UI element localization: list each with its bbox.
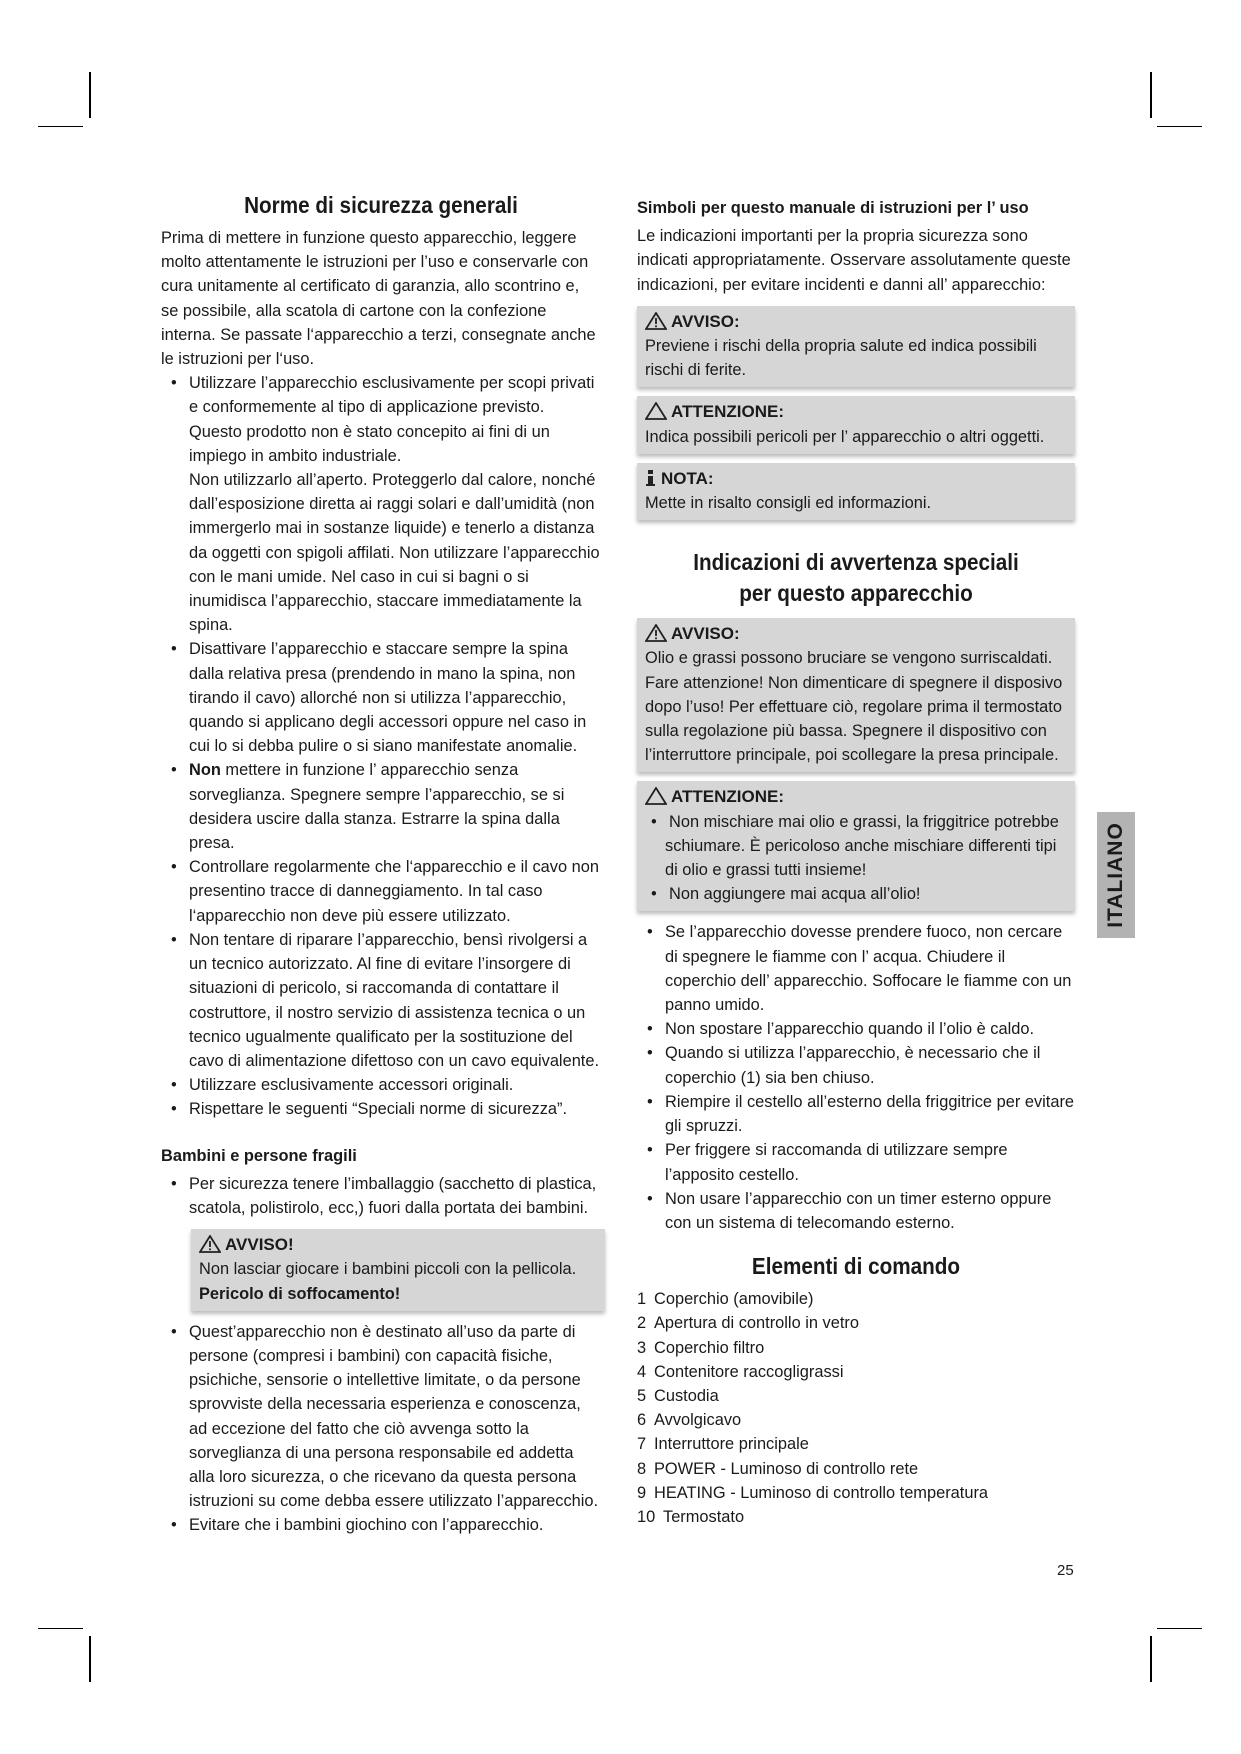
bullet-no-water: • Non aggiungere mai acqua all’olio! — [645, 882, 1068, 906]
list-item — [637, 1457, 1075, 1481]
item-label: POWER - Luminoso di controllo rete — [654, 1459, 919, 1478]
avviso-oil-box — [637, 618, 1075, 772]
attenzione-head-text: ATTENZIONE: — [671, 402, 785, 422]
crop-mark — [1157, 126, 1202, 127]
item-number: 6 — [637, 1411, 647, 1430]
item-number: 2 — [637, 1314, 647, 1333]
crop-mark — [1150, 72, 1152, 118]
bullet-supervision — [161, 758, 601, 855]
bullet-limited-persons: • Quest’apparecchio non è destinato all’uso da parte di persone (compresi i bambini) con capacità fisiche, psichiche, sensorie o intellettive limitate, o da persone sprovviste della necessaria esperienza e conoscenza, ad eccezione del fatto che ciò avvenga sotto la sorveglianza di una persona responsabile ed addetta alla loro sicurezza, o che ricevano da questa persona istruzioni su come debba essere utilizzato l’apparecchio. — [161, 1320, 601, 1514]
section-title-safety: Norme di sicurezza generali — [244, 192, 518, 218]
crop-mark — [38, 126, 83, 127]
item-number: 5 — [637, 1386, 647, 1405]
list-item — [637, 1360, 1075, 1384]
list-item — [637, 1408, 1075, 1432]
warning-triangle-icon — [199, 1235, 221, 1253]
bullet-fill-basket: • Riempire il cestello all’esterno della friggitrice per evitare gli spruzzi. — [637, 1090, 1075, 1138]
warning-head-text: AVVISO! — [225, 1235, 294, 1255]
attenzione-box — [637, 396, 1075, 453]
avviso-oil-head — [645, 622, 1068, 646]
list-item — [637, 1384, 1075, 1408]
bullet-private-use: • Utilizzare l’apparecchio esclusivamente per scopi privati e conformemente al tipo di applicazione previsto. Questo prodotto non è stato concepito ai fini di un impiego in ambito industriale. — [161, 371, 601, 468]
nota-head-text: NOTA: — [661, 468, 714, 488]
info-icon — [645, 469, 657, 487]
bold-non: Non — [189, 761, 221, 780]
language-tab — [1097, 812, 1135, 938]
attenzione-oil-head — [645, 785, 1068, 809]
list-item — [637, 1432, 1075, 1456]
avviso-box — [637, 306, 1075, 388]
bullet-hot-oil: • Non spostare l’apparecchio quando il l’olio è caldo. — [637, 1017, 1075, 1041]
crop-mark — [89, 72, 91, 118]
special-title-line-2: per questo apparecchio — [739, 580, 973, 607]
elements-list — [637, 1287, 1075, 1529]
bullet-lid-closed: • Quando si utilizza l’apparecchio, è necessario che il coperchio (1) sia ben chiuso. — [637, 1041, 1075, 1089]
language-tab-label: ITALIANO — [1104, 822, 1127, 928]
nota-box — [637, 463, 1075, 520]
item-label: Coperchio filtro — [654, 1338, 765, 1357]
right-column — [637, 196, 1075, 1529]
list-item — [637, 1505, 1075, 1529]
avviso-oil-text: Olio e grassi possono bruciare se vengono surriscaldati. Fare attenzione! Non dimenticare di spegnere il disposivo dopo l’uso! Per effettuare ciò, regolare prima il termostato sulla regolazione più bassa. Spegnere il dispositivo con l’interruttore principale, poi scollegare la presa principale. — [645, 649, 1063, 765]
caution-triangle-icon — [645, 402, 667, 420]
avviso-head — [645, 310, 1068, 334]
warning-text: Non lasciar giocare i bambini piccoli con la pellicola. — [199, 1260, 577, 1279]
supervision-text: mettere in funzione l’ apparecchio senza sorveglianza. Spegnere sempre l’apparecchio, se si desidera uscire dalla stanza. Estrarre la spina dalla presa. — [189, 761, 565, 853]
bullet-special-rules: • Rispettare le seguenti “Speciali norme di sicurezza”. — [161, 1097, 601, 1121]
attenzione-oil-box — [637, 781, 1075, 911]
kids-heading: Bambini e persone fragili — [161, 1146, 357, 1165]
item-number: 8 — [637, 1459, 647, 1478]
item-number: 1 — [637, 1290, 647, 1309]
caution-triangle-icon — [645, 787, 667, 805]
bullet-repair: • Non tentare di riparare l’apparecchio, bensì rivolgersi a un tecnico autorizzato. Al fine di evitare l’insorgere di situazioni di pericolo, si raccomanda di contattare il costruttore, il nostro servizio di assistenza tecnica o un tecnico ugualmente qualificato per la sostituzione del cavo di alimentazione difettoso con un cavo equivalente. — [161, 928, 601, 1073]
left-column — [161, 190, 601, 1538]
crop-mark — [89, 1636, 91, 1682]
item-label: Coperchio (amovibile) — [654, 1290, 814, 1309]
symbols-intro: Le indicazioni importanti per la propria sicurezza sono indicati appropriatamente. Osservare assolutamente queste indicazioni, per evitare incidenti e danni all’ apparecchio: — [637, 227, 1071, 294]
attenzione-oil-head-text: ATTENZIONE: — [671, 787, 785, 807]
item-number: 10 — [637, 1507, 656, 1526]
bullet-no-timer: • Non usare l’apparecchio con un timer esterno oppure con un sistema di telecomando esterno. — [637, 1187, 1075, 1235]
bullet-fire: • Se l’apparecchio dovesse prendere fuoco, non cercare di spegnere le fiamme con l’ acqua. Chiudere il coperchio dell’ apparecchio. Soffocare le fiamme con un panno umido. — [637, 920, 1075, 1017]
list-item — [637, 1311, 1075, 1335]
special-title-line-1: Indicazioni di avvertenza speciali — [693, 549, 1019, 576]
warning-bold-text: Pericolo di soffocamento! — [199, 1284, 401, 1303]
item-label: Apertura di controllo in vetro — [654, 1314, 859, 1333]
bullet-accessories: • Utilizzare esclusivamente accessori originali. — [161, 1073, 601, 1097]
item-label: Custodia — [654, 1386, 719, 1405]
avviso-head-text: AVVISO: — [671, 311, 740, 331]
list-item — [637, 1481, 1075, 1505]
warning-triangle-icon — [645, 312, 667, 330]
warning-head — [199, 1233, 598, 1257]
item-label: Avvolgicavo — [654, 1411, 742, 1430]
crop-mark — [1157, 1628, 1202, 1629]
bullet-packaging: • Per sicurezza tenere l’imballaggio (sacchetto di plastica, scatola, polistirolo, ecc,) fuori dalla portata dei bambini. — [161, 1172, 601, 1220]
nota-text: Mette in risalto consigli ed informazioni. — [645, 494, 932, 513]
list-item — [637, 1336, 1075, 1360]
symbols-heading: Simboli per questo manuale di istruzioni per l’ uso — [637, 199, 1029, 217]
attenzione-head — [645, 400, 1068, 424]
intro-paragraph: Prima di mettere in funzione questo apparecchio, leggere molto attentamente le istruzioni per l’uso e conservarle con cura unitamente al certificato di garanzia, allo scontrino e, se possibile, alla scatola di cartone con la confezione interna. Se passate l‘apparecchio a terzi, consegnate anche le istruzioni per l‘uso. — [161, 229, 596, 369]
avviso-text: Previene i rischi della propria salute ed indica possibili rischi di ferite. — [645, 337, 1037, 380]
item-label: HEATING - Luminoso di controllo temperatura — [654, 1483, 989, 1502]
item-label: Interruttore principale — [654, 1435, 809, 1454]
bullet-children-play: • Evitare che i bambini giochino con l’apparecchio. — [161, 1513, 601, 1537]
item-label: Termostato — [663, 1507, 745, 1526]
item-number: 7 — [637, 1435, 647, 1454]
warning-box-film — [191, 1229, 605, 1311]
list-item — [637, 1287, 1075, 1311]
bullet-use-basket: • Per friggere si raccomanda di utilizzare sempre l’apposito cestello. — [637, 1138, 1075, 1186]
crop-mark — [38, 1628, 83, 1629]
item-label: Contenitore raccogligrassi — [654, 1362, 844, 1381]
warning-triangle-icon — [645, 624, 667, 642]
nota-head — [645, 467, 1068, 491]
bullet-no-mix: • Non mischiare mai olio e grassi, la friggitrice potrebbe schiumare. È pericoloso anche mischiare differenti tipi di olio e grassi tutti insieme! — [645, 810, 1068, 883]
item-number: 4 — [637, 1362, 647, 1381]
crop-mark — [1150, 1636, 1152, 1682]
bullet-unplug: • Disattivare l’apparecchio e staccare sempre la spina dalla relativa presa (prendendo in mano la spina, non tirando il cavo) allorché non si utilizza l’apparecchio, quando si applicano degli accessori oppure nel caso in cui lo si debba pulire o si siano manifestate anomalie. — [161, 637, 601, 758]
item-number: 3 — [637, 1338, 647, 1357]
avviso-oil-head-text: AVVISO: — [671, 624, 740, 644]
page-number: 25 — [1057, 1562, 1074, 1579]
bullet-outdoor: Non utilizzarlo all’aperto. Proteggerlo dal calore, nonché dall’esposizione diretta ai raggi solari e dall’umidità (non immergerlo mai in sostanze liquide) e tenerlo a distanza da oggetti con spigoli affilati. Non utilizzare l’apparecchio con le mani umide. Nel caso in cui si bagni o si inumidisca l’apparecchio, staccare immediatamente la spina. — [189, 471, 600, 635]
elements-title: Elementi di comando — [751, 1253, 961, 1280]
item-number: 9 — [637, 1483, 647, 1502]
attenzione-text: Indica possibili pericoli per l’ apparecchio o altri oggetti. — [645, 427, 1045, 446]
bullet-check-cable: • Controllare regolarmente che l‘apparecchio e il cavo non presentino tracce di danneggiamento. In tal caso l‘apparecchio non deve più essere utilizzato. — [161, 855, 601, 928]
